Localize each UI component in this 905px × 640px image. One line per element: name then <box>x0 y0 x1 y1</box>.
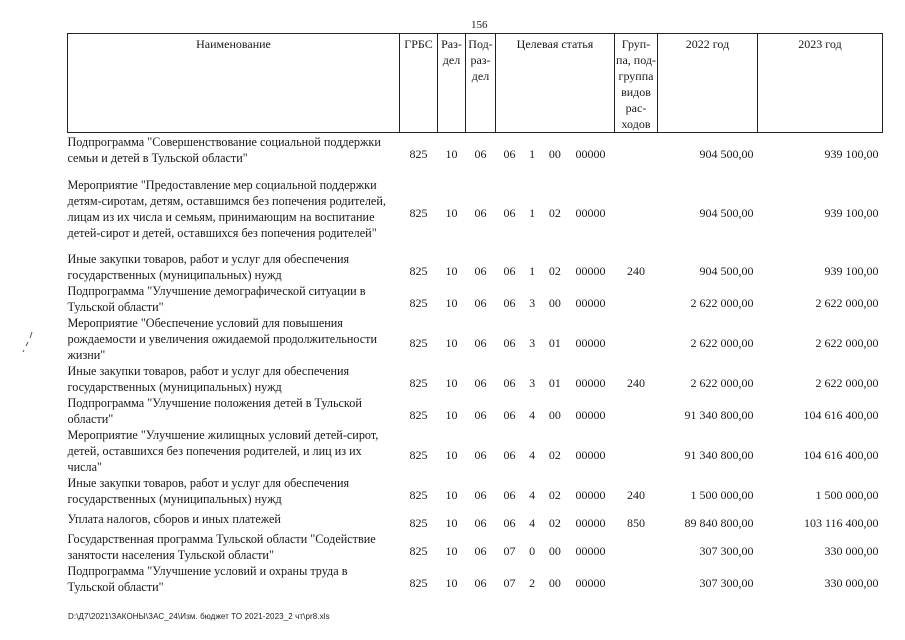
row-name: Подпрограмма "Улучшение положения детей в Тульской области" <box>67 395 362 426</box>
target-part-event: 02 <box>548 515 561 530</box>
row-grbs: 825 <box>409 515 428 530</box>
row-amount-2022: 904 500,00 <box>699 146 754 161</box>
row-target-article <box>496 251 615 283</box>
row-podrazdel: 06 <box>474 543 487 558</box>
row-name: Подпрограмма "Улучшение демографической ситуации в Тульской области" <box>67 283 366 314</box>
target-part-subprogram: 1 <box>529 205 536 220</box>
row-razdel: 10 <box>445 375 458 390</box>
row-target-article <box>496 475 615 507</box>
row-amount-2022: 91 340 800,00 <box>684 447 754 462</box>
header-razdel-label: Раз- дел <box>441 37 462 67</box>
margin-pen-mark <box>22 330 36 354</box>
target-part-event: 00 <box>548 146 561 161</box>
target-part-program: 06 <box>503 146 516 161</box>
row-amount-2023: 939 100,00 <box>824 263 879 278</box>
header-group <box>615 34 658 133</box>
row-amount-2022: 307 300,00 <box>699 575 754 590</box>
row-amount-2022: 1 500 000,00 <box>690 487 754 502</box>
row-amount-2023: 2 622 000,00 <box>815 375 879 390</box>
row-name: Уплата налогов, сборов и иных платежей <box>67 511 281 526</box>
row-target-article <box>496 507 615 531</box>
target-part-event: 00 <box>548 543 561 558</box>
target-part-program: 06 <box>503 335 516 350</box>
row-name: Мероприятие "Предоставление мер социальной поддержки детям-сиротам, детям, оставшимся без попечения родителей, лицам из их числа и семьям, принимающим на воспитание детей-сирот и детей, оставшихся без попечения родителей" <box>67 177 386 240</box>
row-grbs: 825 <box>409 447 428 462</box>
target-part-subprogram: 4 <box>529 515 536 530</box>
target-part-program: 06 <box>503 375 516 390</box>
target-part-event: 02 <box>548 263 561 278</box>
row-amount-2022: 307 300,00 <box>699 543 754 558</box>
target-part-event: 00 <box>548 295 561 310</box>
row-podrazdel: 06 <box>474 263 487 278</box>
target-part-subprogram: 3 <box>529 375 536 390</box>
row-amount-2022: 89 840 800,00 <box>684 515 754 530</box>
row-grbs: 825 <box>409 295 428 310</box>
target-part-subprogram: 2 <box>529 575 536 590</box>
row-amount-2023: 103 116 400,00 <box>803 515 879 530</box>
target-part-program: 06 <box>503 487 516 502</box>
target-part-direction: 00000 <box>575 375 606 390</box>
row-amount-2023: 104 616 400,00 <box>803 447 879 462</box>
target-part-direction: 00000 <box>575 515 606 530</box>
row-razdel: 10 <box>445 543 458 558</box>
header-2023-label: 2023 год <box>798 37 842 51</box>
row-expense-group <box>615 315 658 363</box>
row-amount-2022: 91 340 800,00 <box>684 407 754 422</box>
row-amount-2023: 1 500 000,00 <box>815 487 879 502</box>
row-target-article <box>496 167 615 251</box>
row-expense-group <box>615 427 658 475</box>
row-razdel: 10 <box>445 447 458 462</box>
row-expense-group: 240 <box>627 263 645 278</box>
row-amount-2023: 939 100,00 <box>824 146 879 161</box>
header-target <box>496 34 615 133</box>
table-row <box>68 133 883 167</box>
row-podrazdel: 06 <box>474 205 487 220</box>
row-amount-2023: 330 000,00 <box>824 575 879 590</box>
row-target-article <box>496 531 615 563</box>
row-amount-2022: 2 622 000,00 <box>690 335 754 350</box>
header-name <box>68 34 400 133</box>
target-part-direction: 00000 <box>575 205 606 220</box>
row-grbs: 825 <box>409 263 428 278</box>
row-target-article <box>496 363 615 395</box>
row-expense-group: 240 <box>627 375 645 390</box>
row-amount-2022: 2 622 000,00 <box>690 295 754 310</box>
table-row <box>68 507 883 531</box>
row-expense-group <box>615 167 658 251</box>
row-name: Подпрограмма "Улучшение условий и охраны труда в Тульской области" <box>67 563 348 594</box>
row-podrazdel: 06 <box>474 447 487 462</box>
target-part-direction: 00000 <box>575 487 606 502</box>
target-part-program: 06 <box>503 263 516 278</box>
row-grbs: 825 <box>409 375 428 390</box>
row-podrazdel: 06 <box>474 407 487 422</box>
target-part-direction: 00000 <box>575 407 606 422</box>
row-razdel: 10 <box>445 487 458 502</box>
target-part-subprogram: 4 <box>529 487 536 502</box>
row-amount-2023: 104 616 400,00 <box>803 407 879 422</box>
target-part-event: 00 <box>548 407 561 422</box>
header-target-label: Целевая статья <box>516 37 594 51</box>
row-razdel: 10 <box>445 146 458 161</box>
row-amount-2022: 2 622 000,00 <box>690 375 754 390</box>
row-target-article <box>496 133 615 167</box>
header-podrazdel <box>466 34 496 133</box>
target-part-subprogram: 4 <box>529 447 536 462</box>
target-part-subprogram: 0 <box>529 543 536 558</box>
row-expense-group <box>615 133 658 167</box>
target-part-direction: 00000 <box>575 335 606 350</box>
header-razdel <box>438 34 466 133</box>
row-target-article <box>496 283 615 315</box>
row-podrazdel: 06 <box>474 375 487 390</box>
table-row <box>68 167 883 251</box>
table-row <box>68 427 883 475</box>
target-part-program: 07 <box>503 575 516 590</box>
header-name-label: Наименование <box>196 37 271 51</box>
row-name: Иные закупки товаров, работ и услуг для обеспечения государственных (муниципальных) нужд <box>67 475 350 506</box>
row-podrazdel: 06 <box>474 515 487 530</box>
row-razdel: 10 <box>445 515 458 530</box>
row-razdel: 10 <box>445 407 458 422</box>
table-row <box>68 363 883 395</box>
page-number: 156 <box>471 19 488 31</box>
row-expense-group: 240 <box>627 487 645 502</box>
table-header-row <box>68 34 883 133</box>
row-podrazdel: 06 <box>474 295 487 310</box>
row-razdel: 10 <box>445 295 458 310</box>
target-part-subprogram: 1 <box>529 263 536 278</box>
table-row <box>68 283 883 315</box>
target-part-event: 01 <box>548 335 561 350</box>
file-path-footer: D:\Д7\2021\ЗАКОНЫ\ЗАС_24\Изм. бюджет ТО 2021-2023_2 чт\pr8.xls <box>68 612 330 621</box>
target-part-direction: 00000 <box>575 543 606 558</box>
row-target-article <box>496 427 615 475</box>
target-part-direction: 00000 <box>575 263 606 278</box>
target-part-event: 02 <box>548 447 561 462</box>
table-row <box>68 531 883 563</box>
row-grbs: 825 <box>409 407 428 422</box>
row-expense-group <box>615 563 658 595</box>
row-amount-2022: 904 500,00 <box>699 205 754 220</box>
header-2023 <box>758 34 883 133</box>
row-expense-group <box>615 531 658 563</box>
row-target-article <box>496 395 615 427</box>
table-row <box>68 251 883 283</box>
row-razdel: 10 <box>445 335 458 350</box>
target-part-subprogram: 4 <box>529 407 536 422</box>
row-amount-2023: 939 100,00 <box>824 205 879 220</box>
row-grbs: 825 <box>409 335 428 350</box>
target-part-event: 02 <box>548 205 561 220</box>
target-part-program: 06 <box>503 205 516 220</box>
budget-table <box>67 33 883 595</box>
row-podrazdel: 06 <box>474 575 487 590</box>
row-amount-2023: 2 622 000,00 <box>815 295 879 310</box>
table-row <box>68 315 883 363</box>
target-part-event: 00 <box>548 575 561 590</box>
target-part-event: 01 <box>548 375 561 390</box>
header-podrazdel-label: Под- раз- дел <box>468 37 493 83</box>
row-podrazdel: 06 <box>474 487 487 502</box>
header-grbs <box>400 34 438 133</box>
table-row <box>68 563 883 595</box>
row-target-article <box>496 563 615 595</box>
row-amount-2023: 2 622 000,00 <box>815 335 879 350</box>
row-razdel: 10 <box>445 205 458 220</box>
row-grbs: 825 <box>409 146 428 161</box>
budget-table-container <box>67 33 883 595</box>
row-name: Иные закупки товаров, работ и услуг для обеспечения государственных (муниципальных) нужд <box>67 251 350 282</box>
row-expense-group <box>615 395 658 427</box>
target-part-subprogram: 3 <box>529 335 536 350</box>
target-part-subprogram: 1 <box>529 146 536 161</box>
row-name: Подпрограмма "Совершенствование социальной поддержки семьи и детей в Тульской области" <box>67 134 381 165</box>
target-part-event: 02 <box>548 487 561 502</box>
row-razdel: 10 <box>445 263 458 278</box>
row-name: Мероприятие "Обеспечение условий для повышения рождаемости и увеличения ожидаемой продолжительности жизни" <box>67 315 378 362</box>
target-part-direction: 00000 <box>575 575 606 590</box>
target-part-direction: 00000 <box>575 447 606 462</box>
row-razdel: 10 <box>445 575 458 590</box>
row-expense-group: 850 <box>627 515 645 530</box>
target-part-program: 07 <box>503 543 516 558</box>
target-part-program: 06 <box>503 515 516 530</box>
row-name: Государственная программа Тульской области "Содействие занятости населения Тульской области" <box>67 531 376 562</box>
row-name: Иные закупки товаров, работ и услуг для обеспечения государственных (муниципальных) нужд <box>67 363 350 394</box>
row-grbs: 825 <box>409 543 428 558</box>
row-grbs: 825 <box>409 205 428 220</box>
target-part-program: 06 <box>503 407 516 422</box>
target-part-program: 06 <box>503 447 516 462</box>
table-row <box>68 395 883 427</box>
row-amount-2022: 904 500,00 <box>699 263 754 278</box>
row-grbs: 825 <box>409 575 428 590</box>
target-part-direction: 00000 <box>575 146 606 161</box>
header-group-label: Груп- па, под- группа видов рас- ходов <box>616 37 656 131</box>
table-body <box>68 133 883 595</box>
row-podrazdel: 06 <box>474 146 487 161</box>
target-part-subprogram: 3 <box>529 295 536 310</box>
row-amount-2023: 330 000,00 <box>824 543 879 558</box>
header-2022 <box>658 34 758 133</box>
table-row <box>68 475 883 507</box>
target-part-program: 06 <box>503 295 516 310</box>
row-grbs: 825 <box>409 487 428 502</box>
target-part-direction: 00000 <box>575 295 606 310</box>
header-2022-label: 2022 год <box>685 37 730 51</box>
row-target-article <box>496 315 615 363</box>
row-podrazdel: 06 <box>474 335 487 350</box>
header-grbs-label: ГРБС <box>404 37 433 51</box>
row-name: Мероприятие "Улучшение жилищных условий детей-сирот, детей, оставшихся без попечения родителей, и лиц из их числа" <box>67 427 379 474</box>
row-expense-group <box>615 283 658 315</box>
